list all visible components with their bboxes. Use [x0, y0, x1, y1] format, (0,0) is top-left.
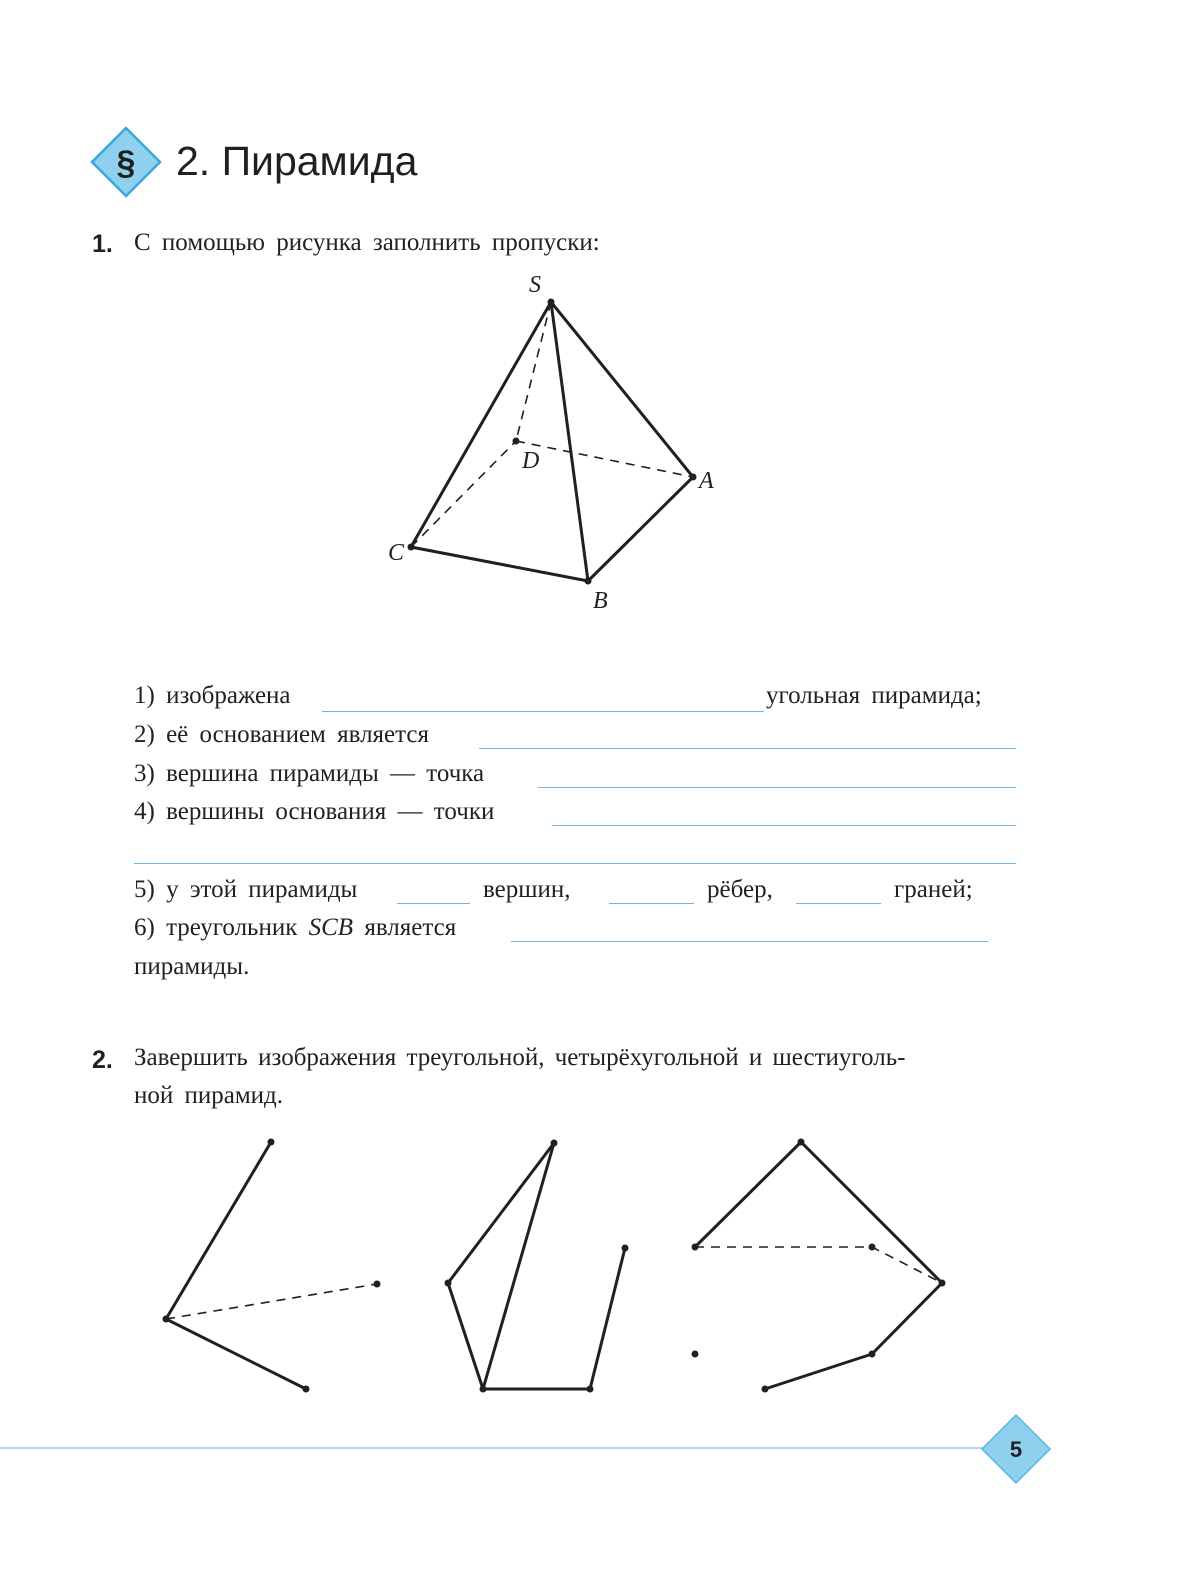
task-2-text-line-1: Завершить изображения треугольной, четырёхугольной и шестиуголь-	[134, 1044, 906, 1071]
answer-line-vertices[interactable]	[397, 903, 470, 904]
item-5-text: 5) у этой пирамиды	[134, 876, 358, 903]
triangular-pyramid-partial	[163, 1139, 381, 1393]
item-3-text: 3) вершина пирамиды — точка	[134, 760, 485, 787]
item-1-prefix: 1) изображена	[134, 682, 291, 709]
item-5-edges-label: рёбер,	[707, 876, 773, 903]
answer-line-6[interactable]	[511, 941, 988, 942]
edge-CB	[411, 547, 588, 581]
label-B: B	[593, 588, 608, 614]
edge-BA	[588, 477, 693, 581]
task-1-number: 1.	[92, 230, 113, 258]
section-symbol: §	[116, 144, 136, 182]
edge-SC	[411, 302, 551, 547]
vertex-B	[585, 578, 592, 585]
item-1-suffix: угольная пирамида;	[766, 682, 982, 709]
page-title: 2. Пирамида	[176, 138, 418, 184]
edge-SD-hidden	[516, 302, 551, 441]
answer-line-4[interactable]	[552, 825, 1016, 826]
label-C: C	[388, 540, 405, 566]
answer-line-2[interactable]	[479, 748, 1016, 749]
task-1-text: С помощью рисунка заполнить пропуски:	[134, 229, 600, 256]
vertex-D	[513, 438, 520, 445]
task-2-number: 2.	[92, 1046, 113, 1074]
item-5-faces-label: граней;	[894, 876, 973, 903]
incomplete-pyramids-figure	[0, 1100, 1200, 1420]
answer-line-1[interactable]	[322, 711, 764, 712]
page-number-badge	[980, 1413, 1052, 1485]
label-S: S	[529, 272, 541, 298]
footer-rule	[0, 1447, 992, 1449]
vertex-C	[408, 544, 415, 551]
item-4-text: 4) вершины основания — точки	[134, 798, 495, 825]
item-6-continuation: пирамиды.	[134, 953, 250, 980]
quadrilateral-pyramid-partial	[445, 1140, 629, 1393]
task-2-text-line-2: ной пирамид.	[134, 1082, 284, 1109]
vertex-A	[690, 474, 697, 481]
item-5-vertices-label: вершин,	[483, 876, 571, 903]
item-6-text	[134, 913, 456, 943]
answer-line-faces[interactable]	[796, 903, 881, 904]
item-6-suffix: является	[364, 914, 457, 941]
page-number: 5	[1009, 1437, 1023, 1462]
hexagonal-pyramid-partial	[692, 1139, 946, 1393]
answer-line-3[interactable]	[538, 787, 1016, 788]
answer-line-edges[interactable]	[609, 903, 694, 904]
edge-SB	[551, 302, 588, 581]
vertex-S	[548, 299, 555, 306]
item-2-text: 2) её основанием является	[134, 721, 429, 748]
triangle-name: SCB	[308, 914, 354, 941]
answer-line-4-continued[interactable]	[134, 863, 1016, 864]
label-A: A	[699, 468, 714, 494]
pyramid-figure	[0, 0, 1200, 640]
label-D: D	[522, 448, 540, 474]
item-6-prefix: 6) треугольник	[134, 914, 298, 941]
edge-SA	[551, 302, 693, 477]
